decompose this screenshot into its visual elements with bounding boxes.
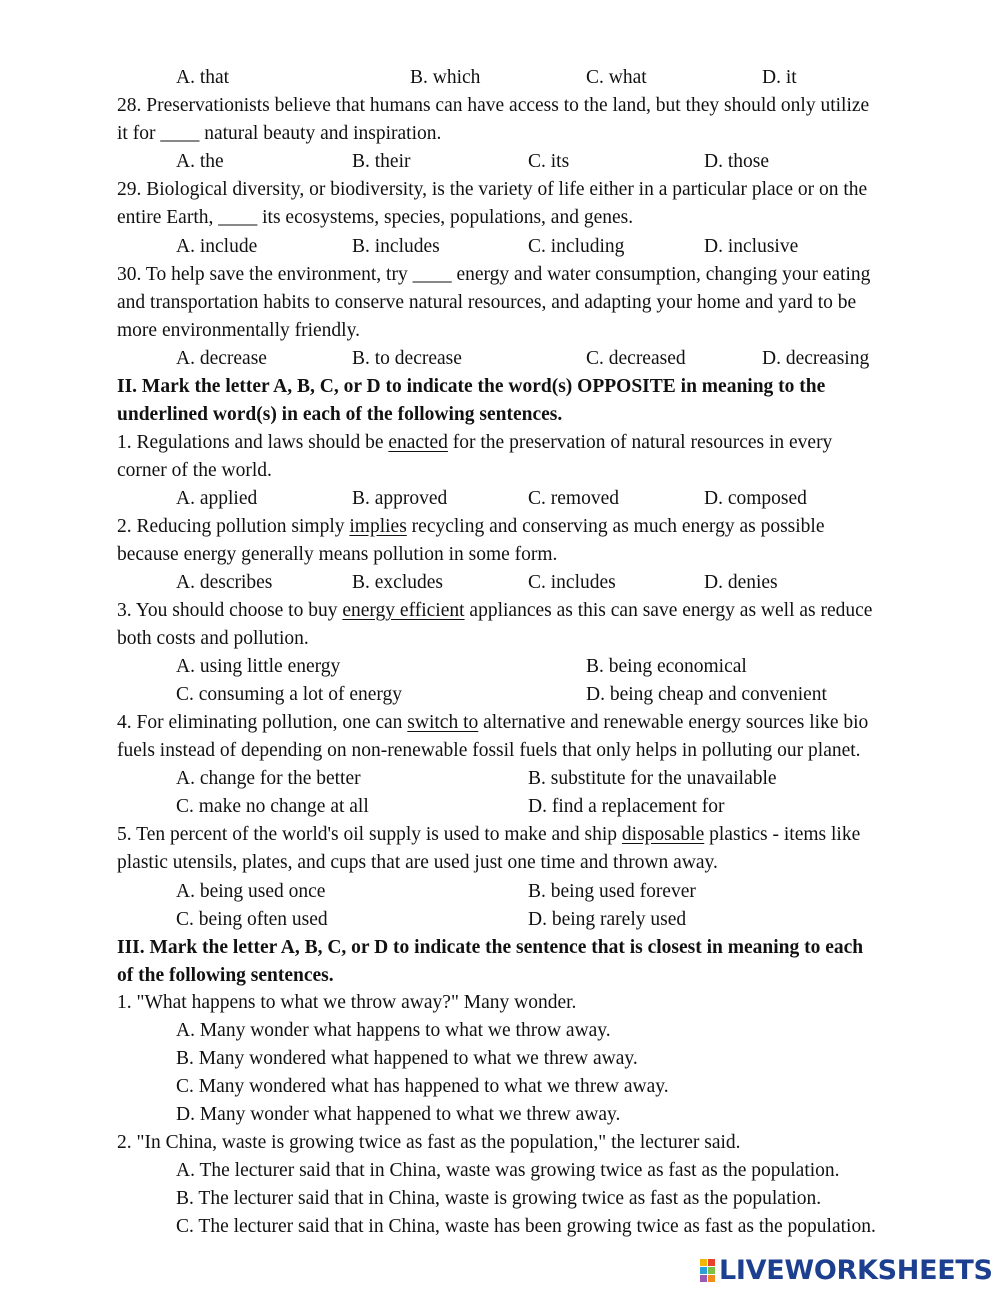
q27-option-a[interactable]: A. that (176, 67, 230, 88)
s2-q4-option-d[interactable]: D. find a replacement for (528, 796, 725, 817)
q29-stem-line1: 29. Biological diversity, or biodiversity, is the variety of life either in a particular place or on the (117, 179, 868, 200)
s2-q4-option-b[interactable]: B. substitute for the unavailable (528, 768, 777, 789)
s2-q3-option-c[interactable]: C. consuming a lot of energy (176, 684, 403, 705)
s2-q3-option-b[interactable]: B. being economical (586, 656, 747, 677)
q30-option-b[interactable]: B. to decrease (352, 348, 462, 369)
s2-q1-underlined-word: enacted (388, 432, 448, 453)
s2-q1-option-b[interactable]: B. approved (352, 488, 448, 509)
s2-q2-option-d[interactable]: D. denies (704, 572, 778, 593)
q29-option-d[interactable]: D. inclusive (704, 236, 799, 257)
s2-q5-option-c[interactable]: C. being often used (176, 909, 328, 930)
liveworksheets-logo[interactable] (700, 1255, 993, 1285)
s2-q1-option-c[interactable]: C. removed (528, 488, 619, 509)
q30-stem-line1: 30. To help save the environment, try ____ energy and water consumption, changing your eating (117, 264, 871, 285)
s2-q2-underlined-word: implies (349, 516, 407, 537)
s2-q3-stem-line2: both costs and pollution. (117, 628, 309, 649)
s2-q5-option-a[interactable]: A. being used once (176, 881, 326, 902)
s2-q3-underlined-word: energy efficient (342, 600, 465, 621)
s3-q2-option-b[interactable]: B. The lecturer said that in China, waste is growing twice as fast as the population. (176, 1188, 822, 1209)
s3-q1-option-a[interactable]: A. Many wonder what happens to what we throw away. (176, 1020, 611, 1041)
s3-q2-option-a[interactable]: A. The lecturer said that in China, waste was growing twice as fast as the population. (176, 1160, 840, 1181)
s2-q4-stem-line2: fuels instead of depending on non-renewable fossil fuels that only helps in polluting our planet. (117, 740, 861, 761)
s2-q5-stem-line1: 5. Ten percent of the world's oil supply is used to make and ship disposable plastics - items like (117, 824, 861, 845)
s2-q4-option-a[interactable]: A. change for the better (176, 768, 361, 789)
s2-q3-stem-line1: 3. You should choose to buy energy efficient appliances as this can save energy as well as reduce (117, 600, 873, 621)
q30-stem-line3: more environmentally friendly. (117, 320, 360, 341)
q28-option-d[interactable]: D. those (704, 151, 769, 172)
s2-q5-stem-line2: plastic utensils, plates, and cups that are used just one time and thrown away. (117, 852, 718, 873)
s2-q4-stem-line1: 4. For eliminating pollution, one can switch to alternative and renewable energy sources like bio (117, 712, 869, 733)
q30-option-d[interactable]: D. decreasing (762, 348, 870, 369)
q29-option-a[interactable]: A. include (176, 236, 258, 257)
s2-q5-option-b[interactable]: B. being used forever (528, 881, 696, 902)
q30-option-c[interactable]: C. decreased (586, 348, 686, 369)
section2-heading-line2: underlined word(s) in each of the following sentences. (117, 404, 563, 425)
s2-q2-option-c[interactable]: C. includes (528, 572, 616, 593)
liveworksheets-logo-icon (700, 1259, 715, 1282)
section3-heading-line2: of the following sentences. (117, 965, 334, 986)
q29-stem-line2: entire Earth, ____ its ecosystems, species, populations, and genes. (117, 207, 634, 228)
logo-text: LIVEWORKSHEETS (719, 1254, 993, 1286)
s3-q1-stem: 1. "What happens to what we throw away?" Many wonder. (117, 992, 577, 1013)
s2-q5-option-d[interactable]: D. being rarely used (528, 909, 687, 930)
q30-stem-line2: and transportation habits to conserve natural resources, and adapting your home and yard to be (117, 292, 857, 313)
s3-q1-option-c[interactable]: C. Many wondered what has happened to what we threw away. (176, 1076, 669, 1097)
s2-q1-stem-line1: 1. Regulations and laws should be enacted for the preservation of natural resources in every (117, 432, 833, 453)
s2-q2-option-a[interactable]: A. describes (176, 572, 273, 593)
s2-q1-option-d[interactable]: D. composed (704, 488, 807, 509)
section2-heading-line1: II. Mark the letter A, B, C, or D to indicate the word(s) OPPOSITE in meaning to the (117, 376, 826, 397)
s2-q3-option-d[interactable]: D. being cheap and convenient (586, 684, 827, 705)
s2-q4-option-c[interactable]: C. make no change at all (176, 796, 369, 817)
q27-option-c[interactable]: C. what (586, 67, 647, 88)
s3-q1-option-d[interactable]: D. Many wonder what happened to what we threw away. (176, 1104, 621, 1125)
q29-option-b[interactable]: B. includes (352, 236, 440, 257)
s2-q1-stem-line2: corner of the world. (117, 460, 272, 481)
s2-q2-stem-line2: because energy generally means pollution in some form. (117, 544, 558, 565)
q28-stem-line1: 28. Preservationists believe that humans can have access to the land, but they should only utilize (117, 95, 870, 116)
q28-stem-line2: it for ____ natural beauty and inspiration. (117, 123, 442, 144)
q29-option-c[interactable]: C. including (528, 236, 625, 257)
s2-q4-underlined-word: switch to (407, 712, 479, 733)
q28-option-c[interactable]: C. its (528, 151, 570, 172)
q30-option-a[interactable]: A. decrease (176, 348, 267, 369)
s2-q1-option-a[interactable]: A. applied (176, 488, 258, 509)
q27-option-d[interactable]: D. it (762, 67, 797, 88)
q28-option-b[interactable]: B. their (352, 151, 411, 172)
s2-q2-stem-line1: 2. Reducing pollution simply implies recycling and conserving as much energy as possible (117, 516, 825, 537)
section3-heading-line1: III. Mark the letter A, B, C, or D to indicate the sentence that is closest in meaning to each (117, 937, 864, 958)
s2-q5-underlined-word: disposable (621, 824, 705, 845)
q27-option-b[interactable]: B. which (410, 67, 481, 88)
s2-q3-option-a[interactable]: A. using little energy (176, 656, 341, 677)
s2-q2-option-b[interactable]: B. excludes (352, 572, 443, 593)
s3-q2-stem: 2. "In China, waste is growing twice as fast as the population," the lecturer said. (117, 1132, 741, 1153)
s3-q1-option-b[interactable]: B. Many wondered what happened to what we threw away. (176, 1048, 638, 1069)
q28-option-a[interactable]: A. the (176, 151, 224, 172)
s3-q2-option-c[interactable]: C. The lecturer said that in China, waste has been growing twice as fast as the population. (176, 1216, 876, 1237)
